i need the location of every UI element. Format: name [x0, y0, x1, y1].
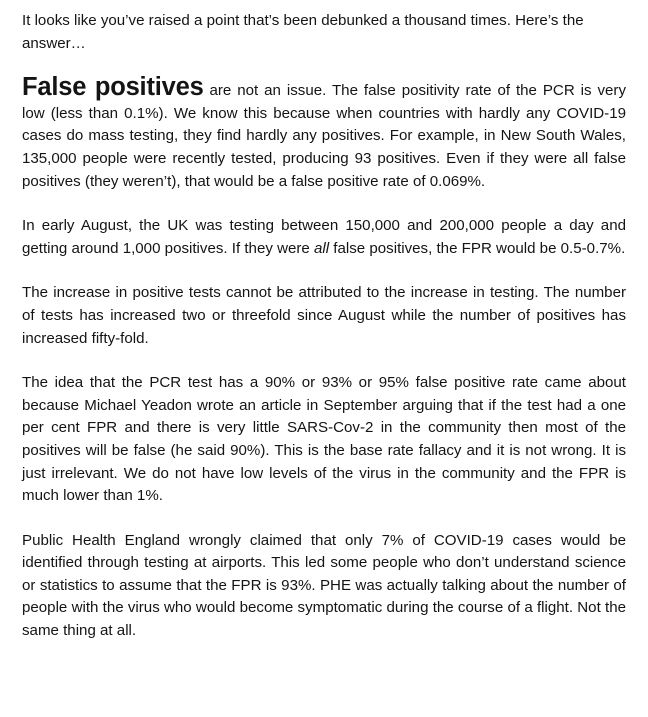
phe-airports-paragraph: Public Health England wrongly claimed that only 7% of COVID-19 cases would be identified through testing at airports. This led some people who don’t understand science or statistics to assume that the FPR is 93%. PHE was actually talking about the number of people with the virus who would become symptomatic during the course of a flight. Not the same thing at all.: [22, 531, 626, 640]
document-body: [22, 0, 626, 643]
uk-testing-text-end: false positives, the FPR would be 0.5-0.7%.: [329, 239, 626, 257]
false-positives-text: are not an issue. The false positivity rate of the PCR is very low (less than 0.1%). We know this because when countries with hardly any COVID-19 cases do mass testing, they find hardly any positives. For example, in New South Wales, 135,000 people were recently tested, producing 93 positives. Even if they were all false positives (they weren’t), that would be a false positive rate of 0.069%.: [22, 82, 626, 190]
section-heading: False positives: [22, 73, 204, 102]
emphasis-all: all: [314, 239, 330, 257]
increase-testing-paragraph: The increase in positive tests cannot be attributed to the increase in testing. The number of tests has increased two or threefold since August while the number of positives has increased fifty-fold.: [22, 284, 626, 347]
intro-paragraph: It looks like you’ve raised a point that’s been debunked a thousand times. Here’s the answer…: [22, 12, 584, 52]
uk-testing-text-start: In early August, the UK was testing between 150,000 and 200,000 people a day and getting around 1,000 positives. If they were: [22, 217, 626, 257]
yeadon-paragraph: The idea that the PCR test has a 90% or 93% or 95% false positive rate came about because Michael Yeadon wrote an article in September arguing that if the test had a one per cent FPR and there is very little SARS-Cov-2 in the community then most of the positives will be false (he said 90%). This is the base rate fallacy and it is not wrong. It is just irrelevant. We do not have low levels of the virus in the community and the FPR is much lower than 1%.: [22, 374, 626, 505]
uk-testing-paragraph: [22, 215, 626, 260]
false-positives-paragraph: [22, 73, 626, 193]
